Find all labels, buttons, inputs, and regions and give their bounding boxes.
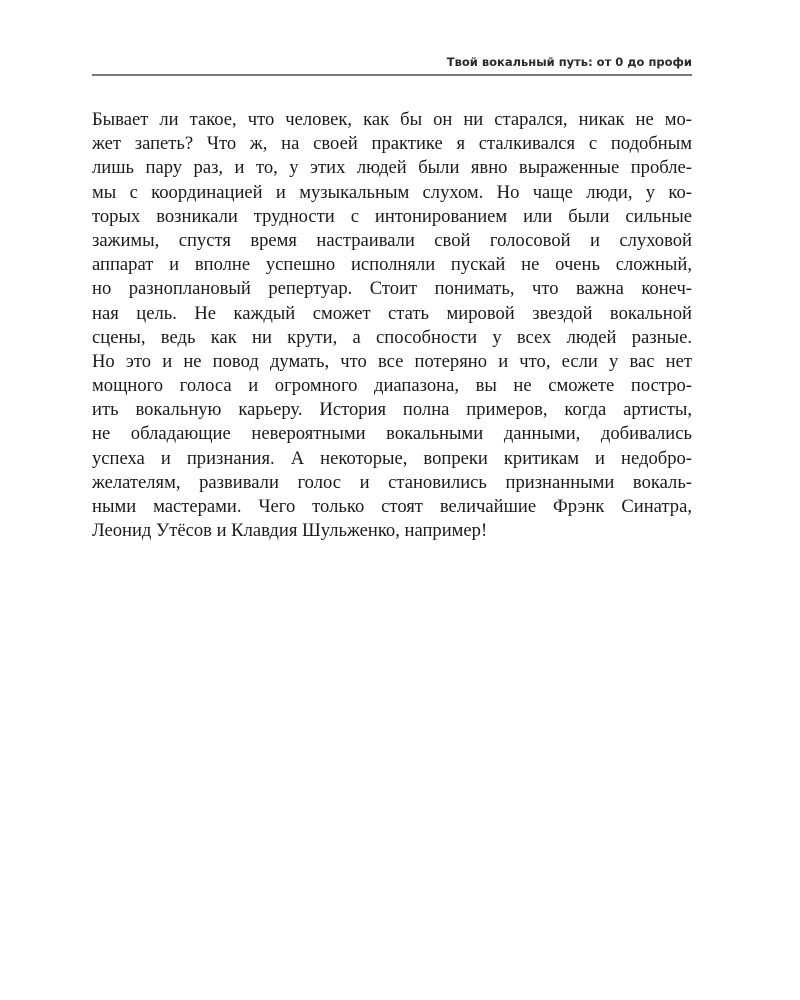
paragraph-line: торых возникали трудности с интонированием или были сильные xyxy=(92,205,692,227)
paragraph-line: зажимы, спустя время настраивали свой голосовой и слуховой xyxy=(92,229,692,251)
paragraph-line: Леонид Утёсов и Клавдия Шульженко, например! xyxy=(92,520,488,542)
body-paragraph xyxy=(92,108,692,543)
paragraph-line: Бывает ли такое, что человек, как бы он ни старался, никак не мо- xyxy=(92,109,692,130)
paragraph-line: ить вокальную карьеру. История полна примеров, когда артисты, xyxy=(92,399,692,421)
paragraph-line: аппарат и вполне успешно исполняли пускай не очень сложный, xyxy=(92,254,692,276)
paragraph-line: мы с координацией и музыкальным слухом. Но чаще люди, у ко- xyxy=(92,181,692,203)
paragraph-line: мощного голоса и огромного диапазона, вы не сможете постро- xyxy=(92,375,692,397)
paragraph-line: не обладающие невероятными вокальными данными, добивались xyxy=(92,423,692,445)
running-header xyxy=(92,54,692,76)
paragraph-line: ная цель. Не каждый сможет стать мировой звездой вокальной xyxy=(92,302,692,324)
paragraph-line: лишь пару раз, и то, у этих людей были явно выраженные пробле- xyxy=(92,157,692,179)
paragraph-line: Но это и не повод думать, что все потеряно и что, если у вас нет xyxy=(92,350,692,372)
paragraph-line: но разноплановый репертуар. Стоит понимать, что важна конеч- xyxy=(92,278,692,300)
paragraph-line: ными мастерами. Чего только стоят величайшие Фрэнк Синатра, xyxy=(92,496,692,517)
paragraph-line: успеха и признания. А некоторые, вопреки критикам и недобро- xyxy=(92,447,692,469)
paragraph-line: жет запеть? Что ж, на своей практике я сталкивался с подобным xyxy=(92,133,692,155)
paragraph-line: желателям, развивали голос и становились признанными вокаль- xyxy=(92,471,692,493)
paragraph-line: сцены, ведь как ни крути, а способности у всех людей разные. xyxy=(92,326,692,348)
running-header-title: Твой вокальный путь: от 0 до профи xyxy=(446,55,692,69)
